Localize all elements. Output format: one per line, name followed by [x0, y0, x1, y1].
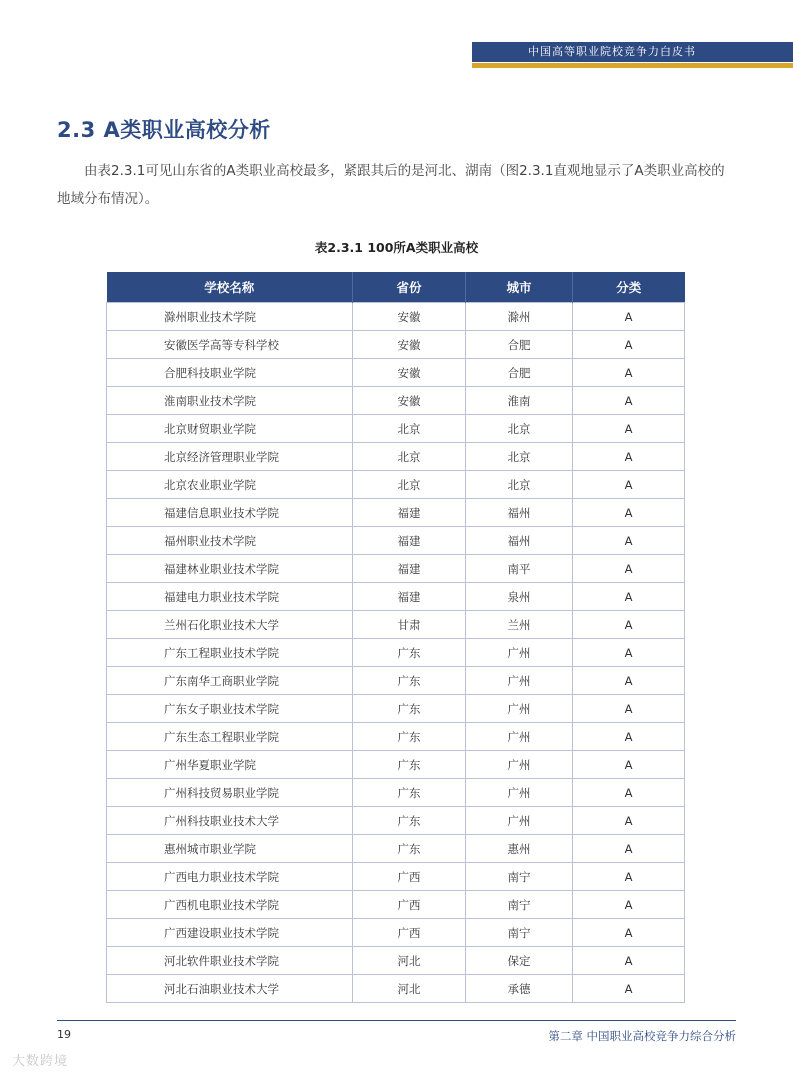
class-cell: A [573, 499, 685, 527]
city-cell: 滁州 [466, 303, 573, 331]
class-cell: A [573, 695, 685, 723]
province-cell: 广东 [353, 695, 466, 723]
province-cell: 广西 [353, 919, 466, 947]
school-name-cell: 广东南华工商职业学院 [107, 667, 353, 695]
column-header-province: 省份 [353, 272, 466, 303]
province-cell: 河北 [353, 975, 466, 1003]
class-cell: A [573, 527, 685, 555]
class-cell: A [573, 863, 685, 891]
table-row [107, 583, 685, 611]
city-cell: 兰州 [466, 611, 573, 639]
school-name-cell: 安徽医学高等专科学校 [107, 331, 353, 359]
class-cell: A [573, 471, 685, 499]
table-caption: 表2.3.1 100所A类职业高校 [314, 240, 479, 255]
city-cell: 北京 [466, 471, 573, 499]
city-cell: 保定 [466, 947, 573, 975]
table-row [107, 723, 685, 751]
school-name-cell: 广州科技职业技术大学 [107, 807, 353, 835]
class-cell: A [573, 667, 685, 695]
section-title: 2.3 A类职业高校分析 [57, 118, 271, 142]
province-cell: 福建 [353, 583, 466, 611]
province-cell: 安徽 [353, 303, 466, 331]
class-cell: A [573, 359, 685, 387]
watermark: 大数跨境 [12, 1054, 69, 1069]
school-name-cell: 广西建设职业技术学院 [107, 919, 353, 947]
table-row [107, 415, 685, 443]
column-header-city: 城市 [466, 272, 573, 303]
province-cell: 广东 [353, 667, 466, 695]
table-body [107, 303, 685, 1003]
class-cell: A [573, 835, 685, 863]
city-cell: 南平 [466, 555, 573, 583]
city-cell: 泉州 [466, 583, 573, 611]
city-cell: 淮南 [466, 387, 573, 415]
class-cell: A [573, 443, 685, 471]
city-cell: 广州 [466, 751, 573, 779]
class-cell: A [573, 555, 685, 583]
city-cell: 南宁 [466, 919, 573, 947]
table-row [107, 303, 685, 331]
school-name-cell: 福建林业职业技术学院 [107, 555, 353, 583]
school-name-cell: 合肥科技职业学院 [107, 359, 353, 387]
city-cell: 合肥 [466, 359, 573, 387]
city-cell: 北京 [466, 443, 573, 471]
table-row [107, 387, 685, 415]
province-cell: 广西 [353, 863, 466, 891]
school-name-cell: 广东女子职业技术学院 [107, 695, 353, 723]
class-cell: A [573, 919, 685, 947]
table-row [107, 835, 685, 863]
class-cell: A [573, 611, 685, 639]
table-row [107, 975, 685, 1003]
city-cell: 承德 [466, 975, 573, 1003]
school-name-cell: 北京经济管理职业学院 [107, 443, 353, 471]
province-cell: 北京 [353, 415, 466, 443]
school-name-cell: 广西电力职业技术学院 [107, 863, 353, 891]
intro-paragraph: 由表2.3.1可见山东省的A类职业高校最多，紧跟其后的是河北、湖南（图2.3.1直观地显示了A类职业高校的地域分布情况）。 [57, 163, 725, 207]
school-name-cell: 广东生态工程职业学院 [107, 723, 353, 751]
province-cell: 广东 [353, 835, 466, 863]
province-cell: 广东 [353, 779, 466, 807]
school-name-cell: 滁州职业技术学院 [107, 303, 353, 331]
school-name-cell: 惠州城市职业学院 [107, 835, 353, 863]
city-cell: 福州 [466, 499, 573, 527]
province-cell: 广东 [353, 751, 466, 779]
table-row [107, 695, 685, 723]
header-title-band [472, 42, 793, 62]
class-cell: A [573, 415, 685, 443]
school-name-cell: 福建电力职业技术学院 [107, 583, 353, 611]
school-name-cell: 河北软件职业技术学院 [107, 947, 353, 975]
school-name-cell: 福建信息职业技术学院 [107, 499, 353, 527]
table-row [107, 359, 685, 387]
province-cell: 广东 [353, 807, 466, 835]
class-cell: A [573, 779, 685, 807]
city-cell: 广州 [466, 723, 573, 751]
school-name-cell: 淮南职业技术学院 [107, 387, 353, 415]
table-row [107, 555, 685, 583]
school-name-cell: 福州职业技术学院 [107, 527, 353, 555]
class-cell: A [573, 947, 685, 975]
province-cell: 安徽 [353, 359, 466, 387]
city-cell: 广州 [466, 667, 573, 695]
table-row [107, 639, 685, 667]
chapter-label: 第二章 中国职业高校竞争力综合分析 [548, 1029, 736, 1043]
school-name-cell: 广州华夏职业学院 [107, 751, 353, 779]
school-name-cell: 兰州石化职业技术大学 [107, 611, 353, 639]
class-cell: A [573, 975, 685, 1003]
table-row [107, 751, 685, 779]
column-header-school: 学校名称 [107, 272, 353, 303]
city-cell: 广州 [466, 779, 573, 807]
province-cell: 河北 [353, 947, 466, 975]
class-cell: A [573, 303, 685, 331]
city-cell: 北京 [466, 415, 573, 443]
school-name-cell: 河北石油职业技术大学 [107, 975, 353, 1003]
city-cell: 南宁 [466, 891, 573, 919]
table-row [107, 947, 685, 975]
province-cell: 安徽 [353, 331, 466, 359]
class-cell: A [573, 723, 685, 751]
city-cell: 广州 [466, 807, 573, 835]
province-cell: 福建 [353, 527, 466, 555]
page-number: 19 [57, 1028, 71, 1041]
class-cell: A [573, 807, 685, 835]
province-cell: 广西 [353, 891, 466, 919]
class-cell: A [573, 639, 685, 667]
city-cell: 广州 [466, 639, 573, 667]
school-name-cell: 广西机电职业技术学院 [107, 891, 353, 919]
province-cell: 广东 [353, 723, 466, 751]
table-row [107, 499, 685, 527]
table-row [107, 863, 685, 891]
class-cell: A [573, 891, 685, 919]
table-row [107, 919, 685, 947]
city-cell: 合肥 [466, 331, 573, 359]
school-name-cell: 北京财贸职业学院 [107, 415, 353, 443]
footer-rule [57, 1020, 736, 1021]
table-row [107, 443, 685, 471]
city-cell: 广州 [466, 695, 573, 723]
table-header-row [107, 272, 685, 303]
table-row [107, 471, 685, 499]
province-cell: 北京 [353, 471, 466, 499]
class-cell: A [573, 331, 685, 359]
header-title: 中国高等职业院校竞争力白皮书 [528, 45, 696, 58]
schools-table [106, 272, 685, 1003]
table-row [107, 891, 685, 919]
province-cell: 福建 [353, 555, 466, 583]
province-cell: 北京 [353, 443, 466, 471]
city-cell: 福州 [466, 527, 573, 555]
column-header-class: 分类 [573, 272, 685, 303]
school-name-cell: 广州科技贸易职业学院 [107, 779, 353, 807]
class-cell: A [573, 583, 685, 611]
school-name-cell: 广东工程职业技术学院 [107, 639, 353, 667]
class-cell: A [573, 751, 685, 779]
province-cell: 安徽 [353, 387, 466, 415]
province-cell: 甘肃 [353, 611, 466, 639]
header-accent-bar [472, 63, 793, 68]
province-cell: 福建 [353, 499, 466, 527]
city-cell: 南宁 [466, 863, 573, 891]
table-row [107, 331, 685, 359]
table-row [107, 667, 685, 695]
class-cell: A [573, 387, 685, 415]
table-row [107, 611, 685, 639]
table-row [107, 779, 685, 807]
city-cell: 惠州 [466, 835, 573, 863]
province-cell: 广东 [353, 639, 466, 667]
table-row [107, 807, 685, 835]
table-row [107, 527, 685, 555]
school-name-cell: 北京农业职业学院 [107, 471, 353, 499]
